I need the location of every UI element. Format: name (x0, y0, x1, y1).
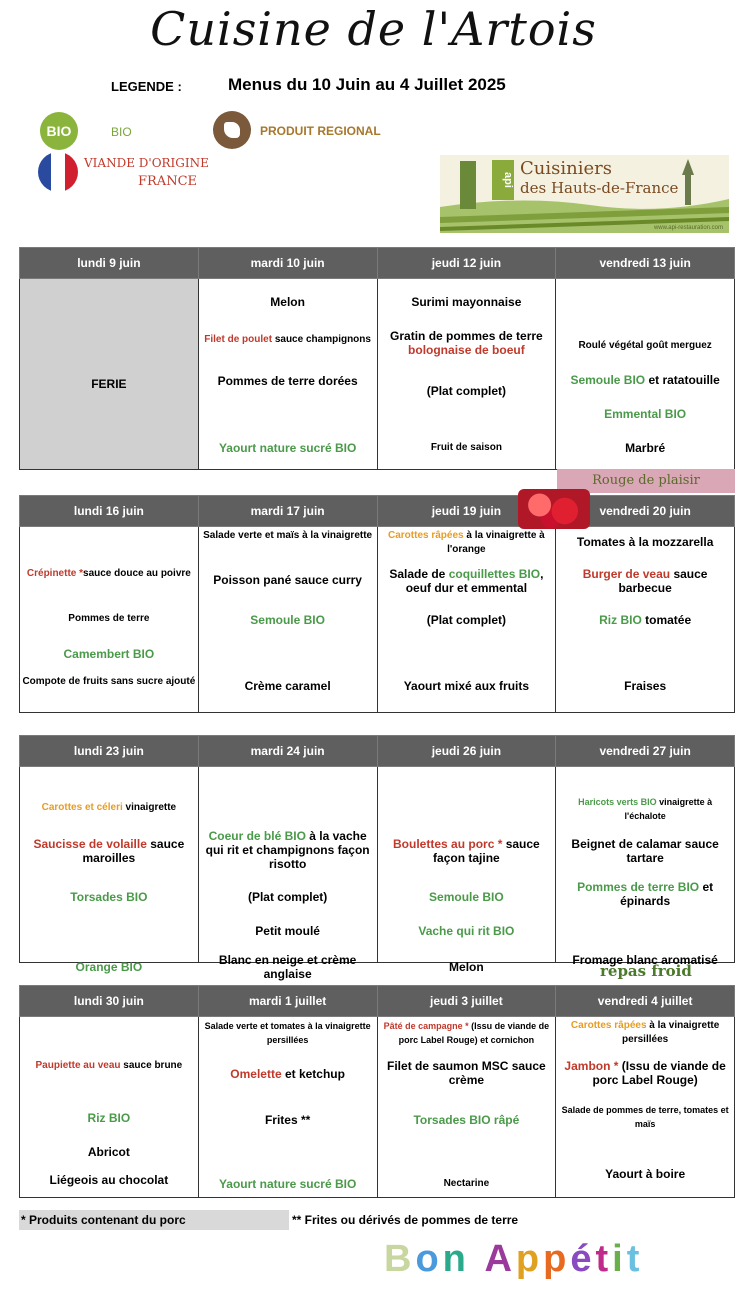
menu-item: Torsades BIO (70, 890, 148, 904)
menu-item: Marbré (625, 441, 666, 455)
menu-item: Yaourt nature sucré BIO (218, 441, 357, 455)
menu-item: Semoule BIO (250, 613, 325, 627)
bon-appetit-letter: t (626, 1238, 644, 1280)
menu-item: Gratin de pommes de terre bolognaise de boeuf (390, 329, 543, 357)
bon-appetit-letter: p (543, 1238, 571, 1280)
day-header: lundi 30 juin (20, 986, 199, 1017)
menu-item: Melon (270, 295, 305, 309)
menu-item: Fraises (624, 679, 667, 693)
menu-item: Riz BIO tomatée (599, 613, 692, 627)
day-header: mardi 24 juin (198, 736, 377, 767)
menu-item: Riz BIO (87, 1111, 131, 1125)
day-menu-cell (20, 1017, 199, 1198)
api-name-line2: des Hauts-de-France (520, 179, 679, 197)
menu-item: Beignet de calamar sauce tartare (571, 837, 719, 865)
day-menu-cell (198, 279, 377, 470)
menu-item: Pommes de terre BIO et épinards (577, 880, 714, 908)
bon-appetit-letter (470, 1238, 485, 1281)
menu-item: FERIE (91, 377, 127, 391)
menu-item: Burger de veau sauce barbecue (582, 567, 708, 595)
day-menu-cell (198, 767, 377, 981)
day-menu-cell (198, 527, 377, 713)
footer-note-porc: * Produits contenant du porc (21, 1213, 186, 1227)
menu-item: Carottes râpées à la vinaigrette à l'orange (388, 530, 545, 555)
bon-appetit-letter: p (515, 1238, 544, 1280)
menu-item: Boulettes au porc * sauce façon tajine (393, 837, 540, 865)
footer-note-frites: ** Frites ou dérivés de pommes de terre (292, 1213, 519, 1227)
menu-item: Compote de fruits sans sucre ajouté (22, 676, 196, 687)
day-menu-cell (20, 767, 199, 974)
day-header: lundi 23 juin (20, 736, 199, 767)
api-logo (440, 155, 729, 233)
day-menu-cell (556, 527, 735, 713)
page-title: Cuisine de l'Artois (150, 2, 597, 56)
bon-appetit-letter: B (384, 1238, 416, 1280)
day-menu-cell (20, 279, 199, 470)
menu-item: Crépinette *sauce douce au poivre (26, 568, 191, 579)
api-tag: api (492, 160, 514, 200)
day-menu-cell (377, 527, 556, 713)
api-url: www.api-restauration.com (653, 225, 723, 231)
menu-item: Coeur de blé BIO à la vache qui rit et champignons façon risotto (205, 829, 370, 871)
day-menu-cell (556, 279, 735, 470)
menu-item: Salade de coquillettes BIO, oeuf dur et emmental (389, 567, 544, 595)
bon-appetit-letter: i (612, 1238, 627, 1280)
menu-item: Yaourt à boire (605, 1167, 686, 1181)
week4-note: repas froid (600, 962, 692, 980)
bon-appetit-letter: t (595, 1238, 613, 1280)
day-header: mardi 10 juin (198, 248, 377, 279)
menu-item: Filet de poulet sauce champignons (204, 334, 371, 345)
day-header: jeudi 12 juin (377, 248, 556, 279)
menu-week-1 (19, 247, 735, 470)
day-header: vendredi 13 juin (556, 248, 735, 279)
menu-week-2 (19, 495, 735, 713)
day-header: vendredi 27 juin (556, 736, 735, 767)
menu-item: Torsades BIO râpé (413, 1113, 520, 1127)
menu-item: Pâté de campagne * (Issu de viande de porc Label Rouge) et cornichon (383, 1021, 550, 1045)
menu-item: Roulé végétal goût merguez (578, 340, 712, 351)
menu-item: Nectarine (443, 1178, 490, 1189)
menu-item: Fromage blanc aromatisé (572, 953, 718, 967)
menu-item: Poisson pané sauce curry (213, 573, 362, 587)
menu-item: Semoule BIO (429, 890, 504, 904)
menu-item: Fruit de saison (430, 442, 502, 453)
menu-item: Omelette et ketchup (230, 1067, 345, 1081)
bon-appetit-letter: é (570, 1238, 596, 1280)
menu-item: Jambon * (Issu de viande de porc Label Rouge) (564, 1059, 726, 1087)
day-header: lundi 16 juin (20, 496, 199, 527)
menu-item: Saucisse de volaille sauce maroilles (33, 837, 185, 865)
menu-period-subtitle: Menus du 10 Juin au 4 Juillet 2025 (228, 75, 506, 94)
menu-item: Yaourt nature sucré BIO (218, 1177, 357, 1191)
menu-item: (Plat complet) (426, 613, 507, 627)
legend-regional-label: PRODUIT REGIONAL (260, 124, 381, 138)
day-menu-cell (556, 767, 735, 967)
legend-viande-line2: FRANCE (138, 174, 198, 189)
regional-product-icon (213, 111, 251, 149)
day-menu-cell (20, 527, 199, 713)
week2-note: Rouge de plaisir (557, 469, 735, 493)
menu-item: Camembert BIO (63, 647, 155, 661)
day-menu-cell (198, 1017, 377, 1198)
legend-viande-line1: VIANDE D'ORIGINE (84, 156, 209, 170)
menu-week-4 (19, 985, 735, 1198)
menu-item: Filet de saumon MSC sauce crème (387, 1059, 546, 1087)
menu-item: Frites ** (264, 1113, 311, 1127)
french-flag-icon (38, 152, 78, 192)
menu-item: Carottes et céleri vinaigrette (41, 802, 177, 813)
day-header: vendredi 20 juin (556, 496, 735, 527)
menu-item: (Plat complet) (247, 890, 328, 904)
day-header: lundi 9 juin (20, 248, 199, 279)
menu-item: Liégeois au chocolat (49, 1173, 169, 1187)
menu-item: Yaourt mixé aux fruits (403, 679, 530, 693)
api-name-line1: Cuisiniers (520, 158, 612, 179)
menu-item: Pommes de terre dorées (217, 374, 358, 388)
menu-item: Tomates à la mozzarella (576, 535, 714, 549)
day-header: mardi 1 juillet (198, 986, 377, 1017)
menu-item: Paupiette au veau sauce brune (35, 1060, 183, 1071)
menu-item: Pommes de terre (68, 613, 150, 624)
bon-appetit-letter: o (415, 1238, 443, 1280)
legend-bio-label: BIO (111, 125, 132, 139)
menu-item: Salade de pommes de terre, tomates et maïs (561, 1105, 729, 1129)
day-menu-cell (377, 1017, 556, 1198)
menu-item: Crème caramel (244, 679, 331, 693)
menu-item: Carottes râpées à la vinaigrette persillées (570, 1020, 720, 1045)
day-header: jeudi 19 juin (377, 496, 556, 527)
menu-item: Orange BIO (75, 960, 143, 974)
menu-item: Emmental BIO (604, 407, 687, 421)
legend-label: LEGENDE : (111, 79, 182, 94)
day-header: vendredi 4 juillet (556, 986, 735, 1017)
menu-item: Salade verte et maïs à la vinaigrette (203, 530, 373, 541)
day-header: jeudi 3 juillet (377, 986, 556, 1017)
menu-item: Semoule BIO et ratatouille (570, 373, 720, 387)
menu-item: Petit moulé (255, 924, 320, 938)
menu-item: Blanc en neige et crème anglaise (218, 953, 357, 981)
day-header: mardi 17 juin (198, 496, 377, 527)
menu-item: Salade verte et tomates à la vinaigrette persillées (204, 1021, 371, 1045)
day-menu-cell (377, 279, 556, 470)
bon-appetit-letter: n (442, 1238, 470, 1280)
day-header: jeudi 26 juin (377, 736, 556, 767)
bon-appetit-letter: A (484, 1238, 516, 1280)
day-menu-cell (556, 1017, 735, 1198)
menu-item: Abricot (87, 1145, 130, 1159)
bon-appetit (384, 1238, 643, 1281)
menu-item: Vache qui rit BIO (418, 924, 515, 938)
day-menu-cell (377, 767, 556, 974)
menu-item: Surimi mayonnaise (411, 295, 522, 309)
berries-image-icon (518, 489, 590, 529)
menu-item: Melon (449, 960, 484, 974)
menu-item: (Plat complet) (426, 384, 507, 398)
bio-logo-icon: BIO (40, 112, 78, 150)
menu-item: Haricots verts BIO vinaigrette à l'échalote (578, 797, 713, 821)
